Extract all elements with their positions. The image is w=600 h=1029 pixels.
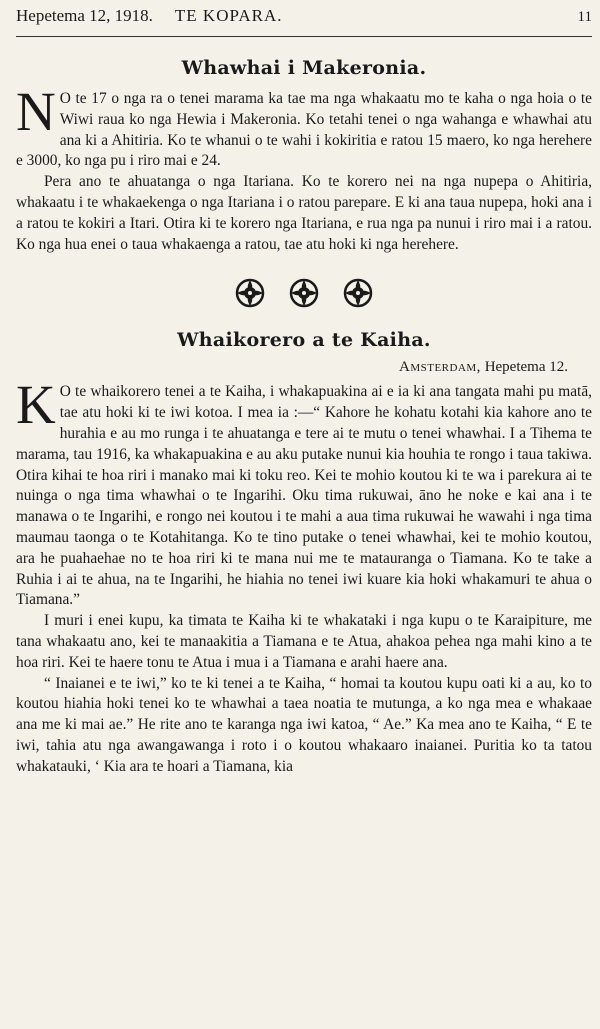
article-kaiha bbox=[16, 329, 592, 777]
drop-cap: K bbox=[16, 374, 56, 436]
article-heading: Whawhai i Makeronia. bbox=[181, 57, 427, 79]
article-paragraph: Pera ano te ahuatanga o nga Itariana. Ko te korero nei na nga nupepa o Ahitiria, whakaatu i te whakaekenga o nga Itariana i o ratou parepare. E ki ana taua nupepa, hoki ana i a ratou te kokiri a Itari. Otira ki te korero nga Itariana, e rua nga pa nunui i riro mai i a ratou. Ko nga hua enei o taua whakaenga a ratou, tae atu hoki ki nga herehere. bbox=[16, 173, 592, 253]
publication-title: TE KOPARA. bbox=[174, 6, 283, 25]
page-number: 11 bbox=[577, 9, 592, 25]
dateline-place: Amsterdam, bbox=[399, 359, 481, 376]
ornament-divider bbox=[16, 277, 592, 309]
article-makeronia bbox=[16, 57, 592, 255]
flower-ornament-icon bbox=[342, 277, 374, 309]
paragraph-text: O te whaikorero tenei a te Kaiha, i whakapuakina ai e ia ki ana tangata mahi pu matā, tae atu hoki ki te iwi kotoa. I mea ia :—“ Kahore he kohatu kotahi kia kahore ano te hurahia e au mo runga i te ahuatanga e tere ai te mutu o tenei whawhai. I a Tihema te marama, tau 1916, ka whakapuakina e au aku putake nunui kia houhia te rongo i taua takiwa. Otira kihai te hoa riri i manako mai ki toku reo. Kei te mohio koutou ki te wa i parekura ai te nuinga o nga tima whawhai o te Ingarihi. Oku tima rukuwai, āno he noke e kai ana i te manawa o te Ingarihi, e rongo nei koutou i te mahi a aua tima rukuwai he wawahi i nga tima maumau taonga o te Kotahitanga. Ko te tino putake o tenei whawhai, kei te mohio koutou, ara he puahaehae no te hoa riri ki te mana nui me te matauranga o Tiamana. Ko te take a Ruhia i ai te ahua, na te Ingarihi, he hiahia no tenei iwi kuare kia hoki whakamuri te ahua o Tiamana.” bbox=[16, 383, 592, 609]
dateline-date: Hepetema 12. bbox=[484, 359, 568, 376]
article-paragraph: I muri i enei kupu, ka timata te Kaiha ki te whakataki i nga kupu o te Karaipiture, me tana whakaatu ano, kei te manaakitia a Tiamana e te Atua, ahakoa pehea nga mahi kino a te hoa riri. Kei te haere tonu te Atua i mua i a Tiamana e arahi haere ana. bbox=[16, 612, 592, 671]
article-paragraph bbox=[16, 81, 592, 172]
header-date: Hepetema 12, 1918. bbox=[16, 6, 153, 25]
article-paragraph bbox=[16, 374, 592, 611]
dateline bbox=[16, 359, 568, 376]
running-header bbox=[16, 0, 592, 37]
flower-ornament-icon bbox=[288, 277, 320, 309]
article-heading: Whaikorero a te Kaiha. bbox=[177, 329, 431, 352]
flower-ornament-icon bbox=[234, 277, 266, 309]
article-paragraph: “ Inaianei e te iwi,” ko te ki tenei a te Kaiha, “ homai ta koutou kupu oati ki a au, ko to koutou hiahia hoki tenei ko te whawhai a taea noatia te mutunga, a ko nga mea e whakaae ana me ki mai ae.” He rite ano te karanga nga iwi katoa, “ Ae.” Ka mea ano te Kaiha, “ E te iwi, tahia atu nga awangawanga i roto i o koutou whakaaro inaianei. Puritia ko ta tatou whakatauki, ‘ Kia ara te hoari a Tiamana, kia bbox=[16, 674, 592, 775]
drop-cap: N bbox=[16, 81, 56, 142]
paragraph-text: O te 17 o nga ra o tenei marama ka tae ma nga whakaatu mo te kaha o nga hoia o te Wiwi raua ko nga Hewia i Makeronia. Ko tetahi tenei o nga wahanga e whawhai atu ana ki a Ahitiria. Ko te whanui o te wahi i kokiritia e ratou 15 maero, ko nga herehere e 3000, ko nga pu i riro mai e 24. bbox=[16, 90, 592, 170]
